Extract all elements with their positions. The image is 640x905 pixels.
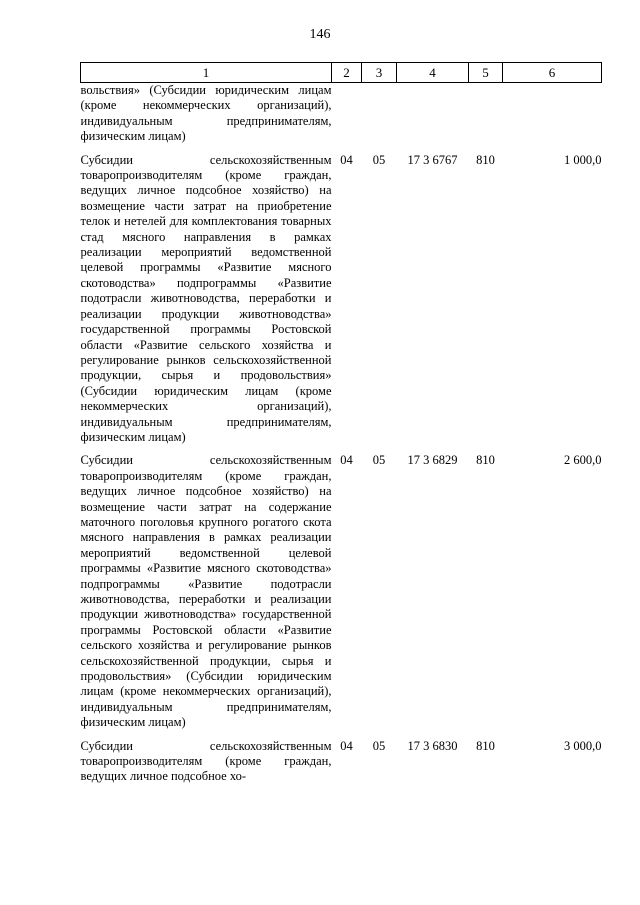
- row-description: Субсидии сельскохозяйственным товаропроизводителям (кроме граждан, ведущих личное подсобное хозяйство) на возмещение части затрат на содержание маточного поголовья крупного рогатого скота мясного направления в рамках реализации мероприятий ведомственной целевой программы «Развитие мясного скотоводства» подпрограммы «Развитие подотрасли животноводства, переработки и реализации продукции животноводства» государственной программы Ростовской области «Развитие сельского хозяйства и регулирование рынков сельскохозяйственной продукции, сырья и продовольствия» (Субсидии юридическим лицам (кроме некоммерческих организаций), индивидуальным предпринимателям, физическим лицам): [80, 453, 332, 730]
- row-target-code: [397, 83, 469, 145]
- row-section: 04: [340, 738, 353, 753]
- table-row: [81, 145, 602, 446]
- row-expense-type: [469, 83, 503, 145]
- page-number: 146: [309, 27, 331, 42]
- table-row: [81, 731, 602, 785]
- row-amount: 3 000,0: [564, 738, 602, 753]
- row-amount: 1 000,0: [564, 152, 602, 167]
- row-expense-type: 810: [476, 152, 495, 167]
- header-col-3: 3: [362, 63, 397, 83]
- header-col-5: 5: [469, 63, 503, 83]
- row-target-code: 17 3 6829: [407, 453, 458, 468]
- header-col-2: 2: [332, 63, 362, 83]
- row-description: Субсидии сельскохозяйственным товаропроизводителям (кроме граждан, ведущих личное подсобное хо-: [80, 738, 332, 784]
- row-expense-type: 810: [476, 453, 495, 468]
- row-section: 04: [340, 152, 353, 167]
- row-section: 04: [340, 453, 353, 468]
- budget-table: [80, 62, 602, 785]
- header-col-1: 1: [81, 63, 332, 83]
- row-expense-type: 810: [476, 738, 495, 753]
- table-row: [81, 445, 602, 730]
- header-col-4: 4: [397, 63, 469, 83]
- row-target-code: 17 3 6830: [407, 738, 458, 753]
- header-col-6: 6: [503, 63, 602, 83]
- row-subsection: [362, 83, 397, 145]
- row-subsection: 05: [372, 738, 386, 753]
- table-row: [81, 83, 602, 145]
- row-section: [332, 83, 362, 145]
- row-description: вольствия» (Субсидии юридическим лицам (кроме некоммерческих организаций), индивидуальным предпринимателям, физическим лицам): [80, 83, 332, 144]
- row-description: Субсидии сельскохозяйственным товаропроизводителям (кроме граждан, ведущих личное подсобное хозяйство) на возмещение части затрат на приобретение телок и нетелей для комплектования товарных стад мясного направления в рамках реализации мероприятий ведомственной целевой программы «Развитие мясного скотоводства» подпрограммы «Развитие подотрасли животноводства, переработки и реализации продукции животноводства» государственной программы Ростовской области «Развитие сельского хозяйства и регулирование рынков сельскохозяйственной продукции, сырья и продовольствия» (Субсидии юридическим лицам (кроме некоммерческих организаций), индивидуальным предпринимателям, физическим лицам): [80, 152, 332, 444]
- row-amount: [503, 83, 602, 145]
- header-row: [81, 63, 602, 83]
- row-subsection: 05: [372, 453, 386, 468]
- row-subsection: 05: [372, 152, 386, 167]
- row-amount: 2 600,0: [564, 453, 602, 468]
- row-target-code: 17 3 6767: [407, 152, 458, 167]
